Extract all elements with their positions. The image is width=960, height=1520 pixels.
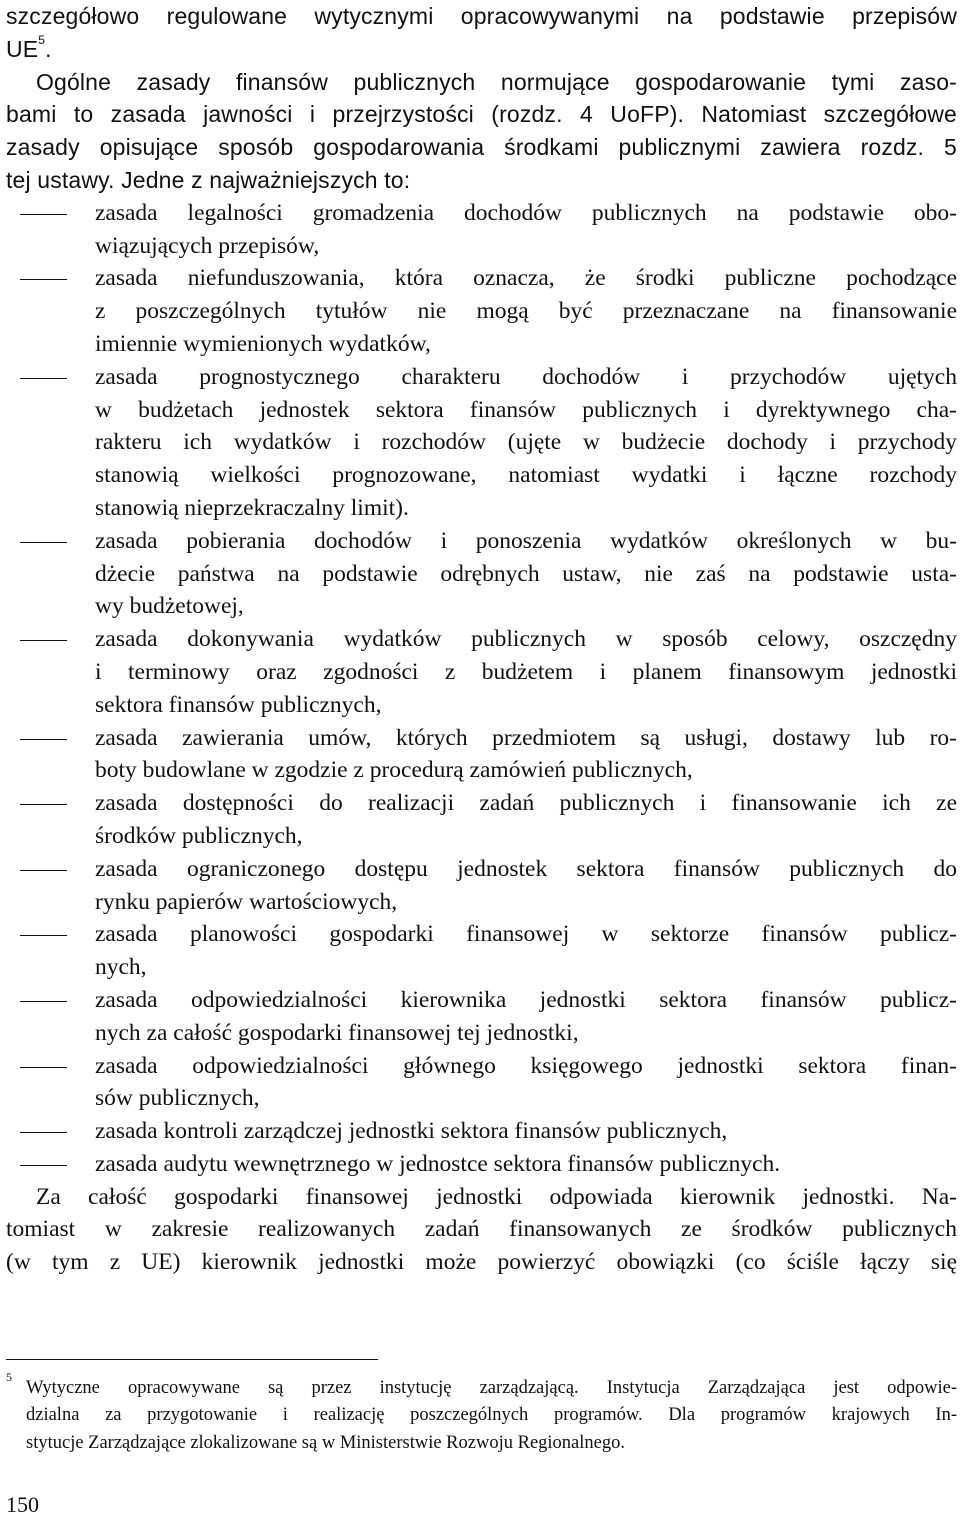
text-line: boty budowlane w zgodzie z procedurą zamówień publicznych,: [95, 757, 693, 784]
text-line: dżecie państwa na podstawie odrębnych ustaw, nie zaś na podstawie usta-: [95, 560, 957, 587]
main-text: [6, 0, 957, 1279]
text-line: i terminowy oraz zgodności z budżetem i planem finansowym jednostki: [95, 658, 957, 685]
footnote-line: stytucje Zarządzające zlokalizowane są w Ministerstwie Rozwoju Regionalnego.: [26, 1432, 625, 1453]
text-line: sów publicznych,: [95, 1085, 260, 1112]
text-line: zasada dokonywania wydatków publicznych w sposób celowy, oszczędny: [95, 626, 957, 653]
footnote-ref[interactable]: 5: [38, 32, 46, 47]
dash-bullet: [20, 640, 67, 641]
dash-bullet: [20, 1001, 67, 1002]
list-item: [6, 853, 957, 919]
text-line: nych za całość gospodarki finansowej tej jednostki,: [95, 1019, 579, 1046]
dash-bullet: [20, 739, 67, 740]
text-line: zasada ograniczonego dostępu jednostek sektora finansów publicznych do: [95, 855, 957, 882]
list-item: [6, 1115, 957, 1148]
list-item: [6, 787, 957, 853]
text-line: zasada prognostycznego charakteru dochodów i przychodów ujętych: [95, 363, 957, 390]
text-line: nych,: [95, 954, 147, 981]
text-line: (w tym z UE) kierownik jednostki może powierzyć obowiązki (co ściśle łączy się: [6, 1249, 957, 1276]
text-line: z poszczególnych tytułów nie mogą być przeznaczane na finansowanie: [95, 298, 957, 325]
dash-bullet: [20, 542, 67, 543]
dash-bullet: [20, 1132, 67, 1133]
dash-bullet: [20, 1067, 67, 1068]
text-line: tej ustawy. Jedne z najważniejszych to:: [6, 166, 411, 193]
text-line: stanowią wielkości prognozowane, natomiast wydatki i łączne rozchody: [95, 462, 957, 489]
text-line: imiennie wymienionych wydatków,: [95, 330, 431, 357]
dash-bullet: [20, 214, 67, 215]
text-line: Za całość gospodarki finansowej jednostki odpowiada kierownik jednostki. Na-: [36, 1183, 957, 1210]
list-item: [6, 1050, 957, 1116]
dash-bullet: [20, 935, 67, 936]
text-line: bami to zasada jawności i przejrzystości (rozdz. 4 UoFP). Natomiast szczegółowe: [6, 101, 957, 128]
text-line: zasada pobierania dochodów i ponoszenia wydatków określonych w bu-: [95, 527, 957, 554]
text-line: wy budżetowej,: [95, 593, 244, 620]
text-fragment: UE: [6, 35, 39, 62]
text-line: środków publicznych,: [95, 822, 303, 849]
dash-bullet: [20, 804, 67, 805]
text-line: zasada niefunduszowania, która oznacza, że środki publiczne pochodzące: [95, 265, 957, 292]
text-line: tomiast w zakresie realizowanych zadań finansowanych ze środków publicznych: [6, 1216, 957, 1243]
footnote-line: dzialna za przygotowanie i realizację poszczególnych programów. Dla programów krajowych In-: [26, 1405, 957, 1426]
text-line: [6, 33, 957, 66]
list-item: [6, 197, 957, 263]
text-line: sektora finansów publicznych,: [95, 691, 382, 718]
text-fragment: .: [45, 35, 52, 62]
list-item: [6, 361, 957, 525]
text-line: zasada audytu wewnętrznego w jednostce sektora finansów publicznych.: [95, 1150, 781, 1177]
dash-bullet: [20, 279, 67, 280]
text-line: wiązujących przepisów,: [95, 232, 320, 259]
dash-bullet: [20, 378, 67, 379]
footnote-number: 5: [6, 1370, 12, 1384]
text-line: Ogólne zasady finansów publicznych normujące gospodarowanie tymi zaso-: [36, 68, 957, 95]
list-item: [6, 984, 957, 1050]
list-item: [6, 1148, 957, 1181]
dash-bullet: [20, 870, 67, 871]
list-item: [6, 722, 957, 788]
text-line: zasada dostępności do realizacji zadań publicznych i finansowanie ich ze: [95, 790, 957, 817]
text-line: w budżetach jednostek sektora finansów publicznych i dyrektywnego cha-: [95, 396, 957, 423]
text-line: zasada kontroli zarządczej jednostki sektora finansów publicznych,: [95, 1118, 728, 1145]
text-line: zasada planowości gospodarki finansowej w sektorze finansów publicz-: [95, 921, 957, 948]
list-item: [6, 623, 957, 721]
text-line: zasada odpowiedzialności kierownika jednostki sektora finansów publicz-: [95, 986, 957, 1013]
footnote-line: Wytyczne opracowywane są przez instytucję zarządzającą. Instytucja Zarządzająca jest odpowie-: [26, 1378, 957, 1398]
text-line: zasada zawierania umów, których przedmiotem są usługi, dostawy lub ro-: [95, 724, 957, 751]
list-item: [6, 918, 957, 984]
text-line: zasada odpowiedzialności głównego księgowego jednostki sektora finan-: [95, 1052, 957, 1079]
text-line: zasada legalności gromadzenia dochodów publicznych na podstawie obo-: [95, 199, 957, 226]
principles-list: [6, 197, 957, 1181]
list-item: [6, 525, 957, 623]
text-line: zasady opisujące sposób gospodarowania środkami publicznymi zawiera rozdz. 5: [6, 134, 957, 161]
text-line: rynku papierów wartościowych,: [95, 888, 398, 915]
page-number: 150: [6, 1492, 39, 1517]
text-line: szczegółowo regulowane wytycznymi opracowywanymi na podstawie przepisów: [6, 3, 957, 29]
list-item: [6, 262, 957, 360]
dash-bullet: [20, 1165, 67, 1166]
footnote: [6, 1370, 957, 1457]
text-line: rakteru ich wydatków i rozchodów (ujęte w budżecie dochody i przychody: [95, 429, 957, 456]
text-line: stanowią nieprzekraczalny limit).: [95, 494, 409, 521]
footnote-divider: [6, 1359, 378, 1360]
